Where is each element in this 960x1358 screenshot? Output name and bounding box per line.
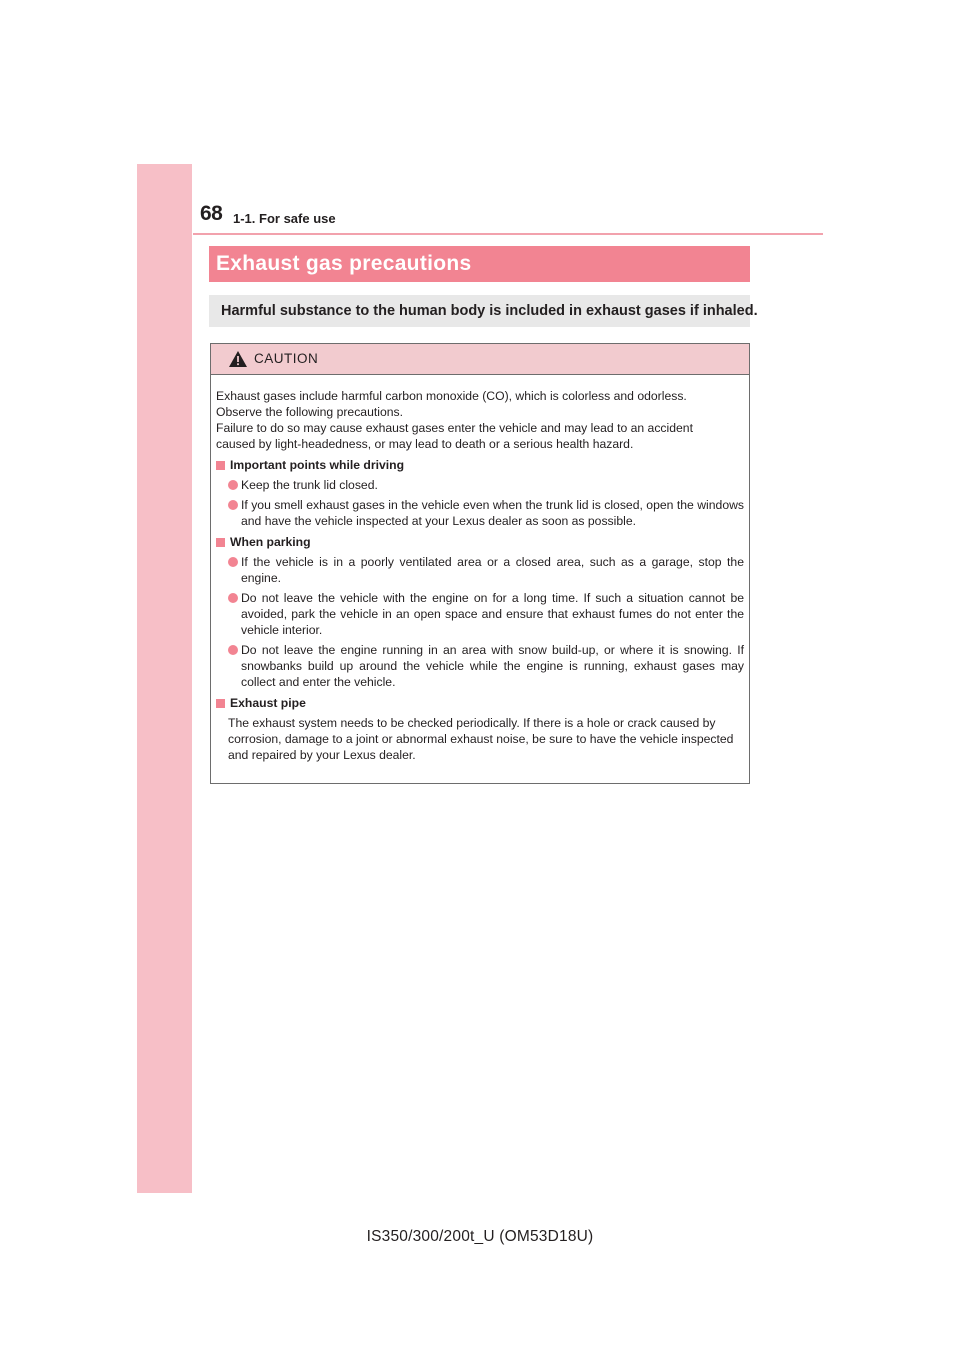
page-title: Exhaust gas precautions: [209, 246, 750, 282]
caution-intro-line: Exhaust gases include harmful carbon monoxide (CO), which is colorless and odorless.: [216, 389, 687, 403]
subheading-text: When parking: [230, 535, 311, 549]
round-bullet-icon: [228, 593, 238, 603]
list-item: [216, 554, 744, 586]
caution-intro-line: Failure to do so may cause exhaust gases enter the vehicle and may lead to an accident: [216, 421, 693, 435]
list-item: [216, 497, 744, 529]
round-bullet-icon: [228, 557, 238, 567]
list-item-text: Keep the trunk lid closed.: [241, 478, 378, 492]
subheading-text: Important points while driving: [230, 458, 405, 472]
round-bullet-icon: [228, 645, 238, 655]
header-divider: [193, 233, 823, 235]
intro-summary: Harmful substance to the human body is included in exhaust gases if inhaled.: [209, 295, 750, 327]
side-tab-band: [137, 164, 192, 1193]
caution-intro-line: caused by light-headedness, or may lead to death or a serious health hazard.: [216, 437, 634, 451]
caution-label: CAUTION: [254, 351, 319, 366]
manual-code-footer: IS350/300/200t_U (OM53D18U): [366, 1228, 594, 1245]
list-item-text: Do not leave the vehicle with the engine on for a long time. If such a situation cannot be avoided, park the vehicle in an open space and ensure that exhaust fumes do not enter the vehicle interior.: [241, 591, 744, 637]
subheading-driving: [216, 457, 744, 473]
subheading-parking: [216, 534, 744, 550]
square-bullet-icon: [216, 699, 225, 708]
list-item-text: Do not leave the engine running in an area with snow build-up, or where it is snowing. If snowbanks build up around the vehicle while the engine is running, exhaust gases may collect and enter the vehicle.: [241, 643, 744, 689]
subheading-exhaust-pipe: [216, 695, 744, 711]
list-item: [216, 642, 744, 690]
caution-header: [211, 344, 749, 375]
list-item-text: If the vehicle is in a poorly ventilated area or a closed area, such as a garage, stop the engine.: [241, 555, 744, 585]
list-item: [216, 477, 744, 493]
subheading-text: Exhaust pipe: [230, 696, 306, 710]
round-bullet-icon: [228, 480, 238, 490]
list-item: [216, 590, 744, 638]
page-number: 68: [200, 202, 223, 225]
round-bullet-icon: [228, 500, 238, 510]
caution-body: [211, 375, 749, 763]
section-label: 1-1. For safe use: [233, 211, 336, 226]
square-bullet-icon: [216, 538, 225, 547]
warning-triangle-icon: [228, 350, 248, 368]
list-item-text: If you smell exhaust gases in the vehicle even when the trunk lid is closed, open the windows and have the vehicle inspected at your Lexus dealer as soon as possible.: [241, 498, 744, 528]
exhaust-pipe-text: The exhaust system needs to be checked periodically. If there is a hole or crack caused by corrosion, damage to a joint or abnormal exhaust noise, be sure to have the vehicle inspected and repaired by your Lexus dealer.: [228, 716, 734, 762]
caution-intro-line: Observe the following precautions.: [216, 405, 403, 419]
square-bullet-icon: [216, 461, 225, 470]
caution-box: [210, 343, 750, 784]
